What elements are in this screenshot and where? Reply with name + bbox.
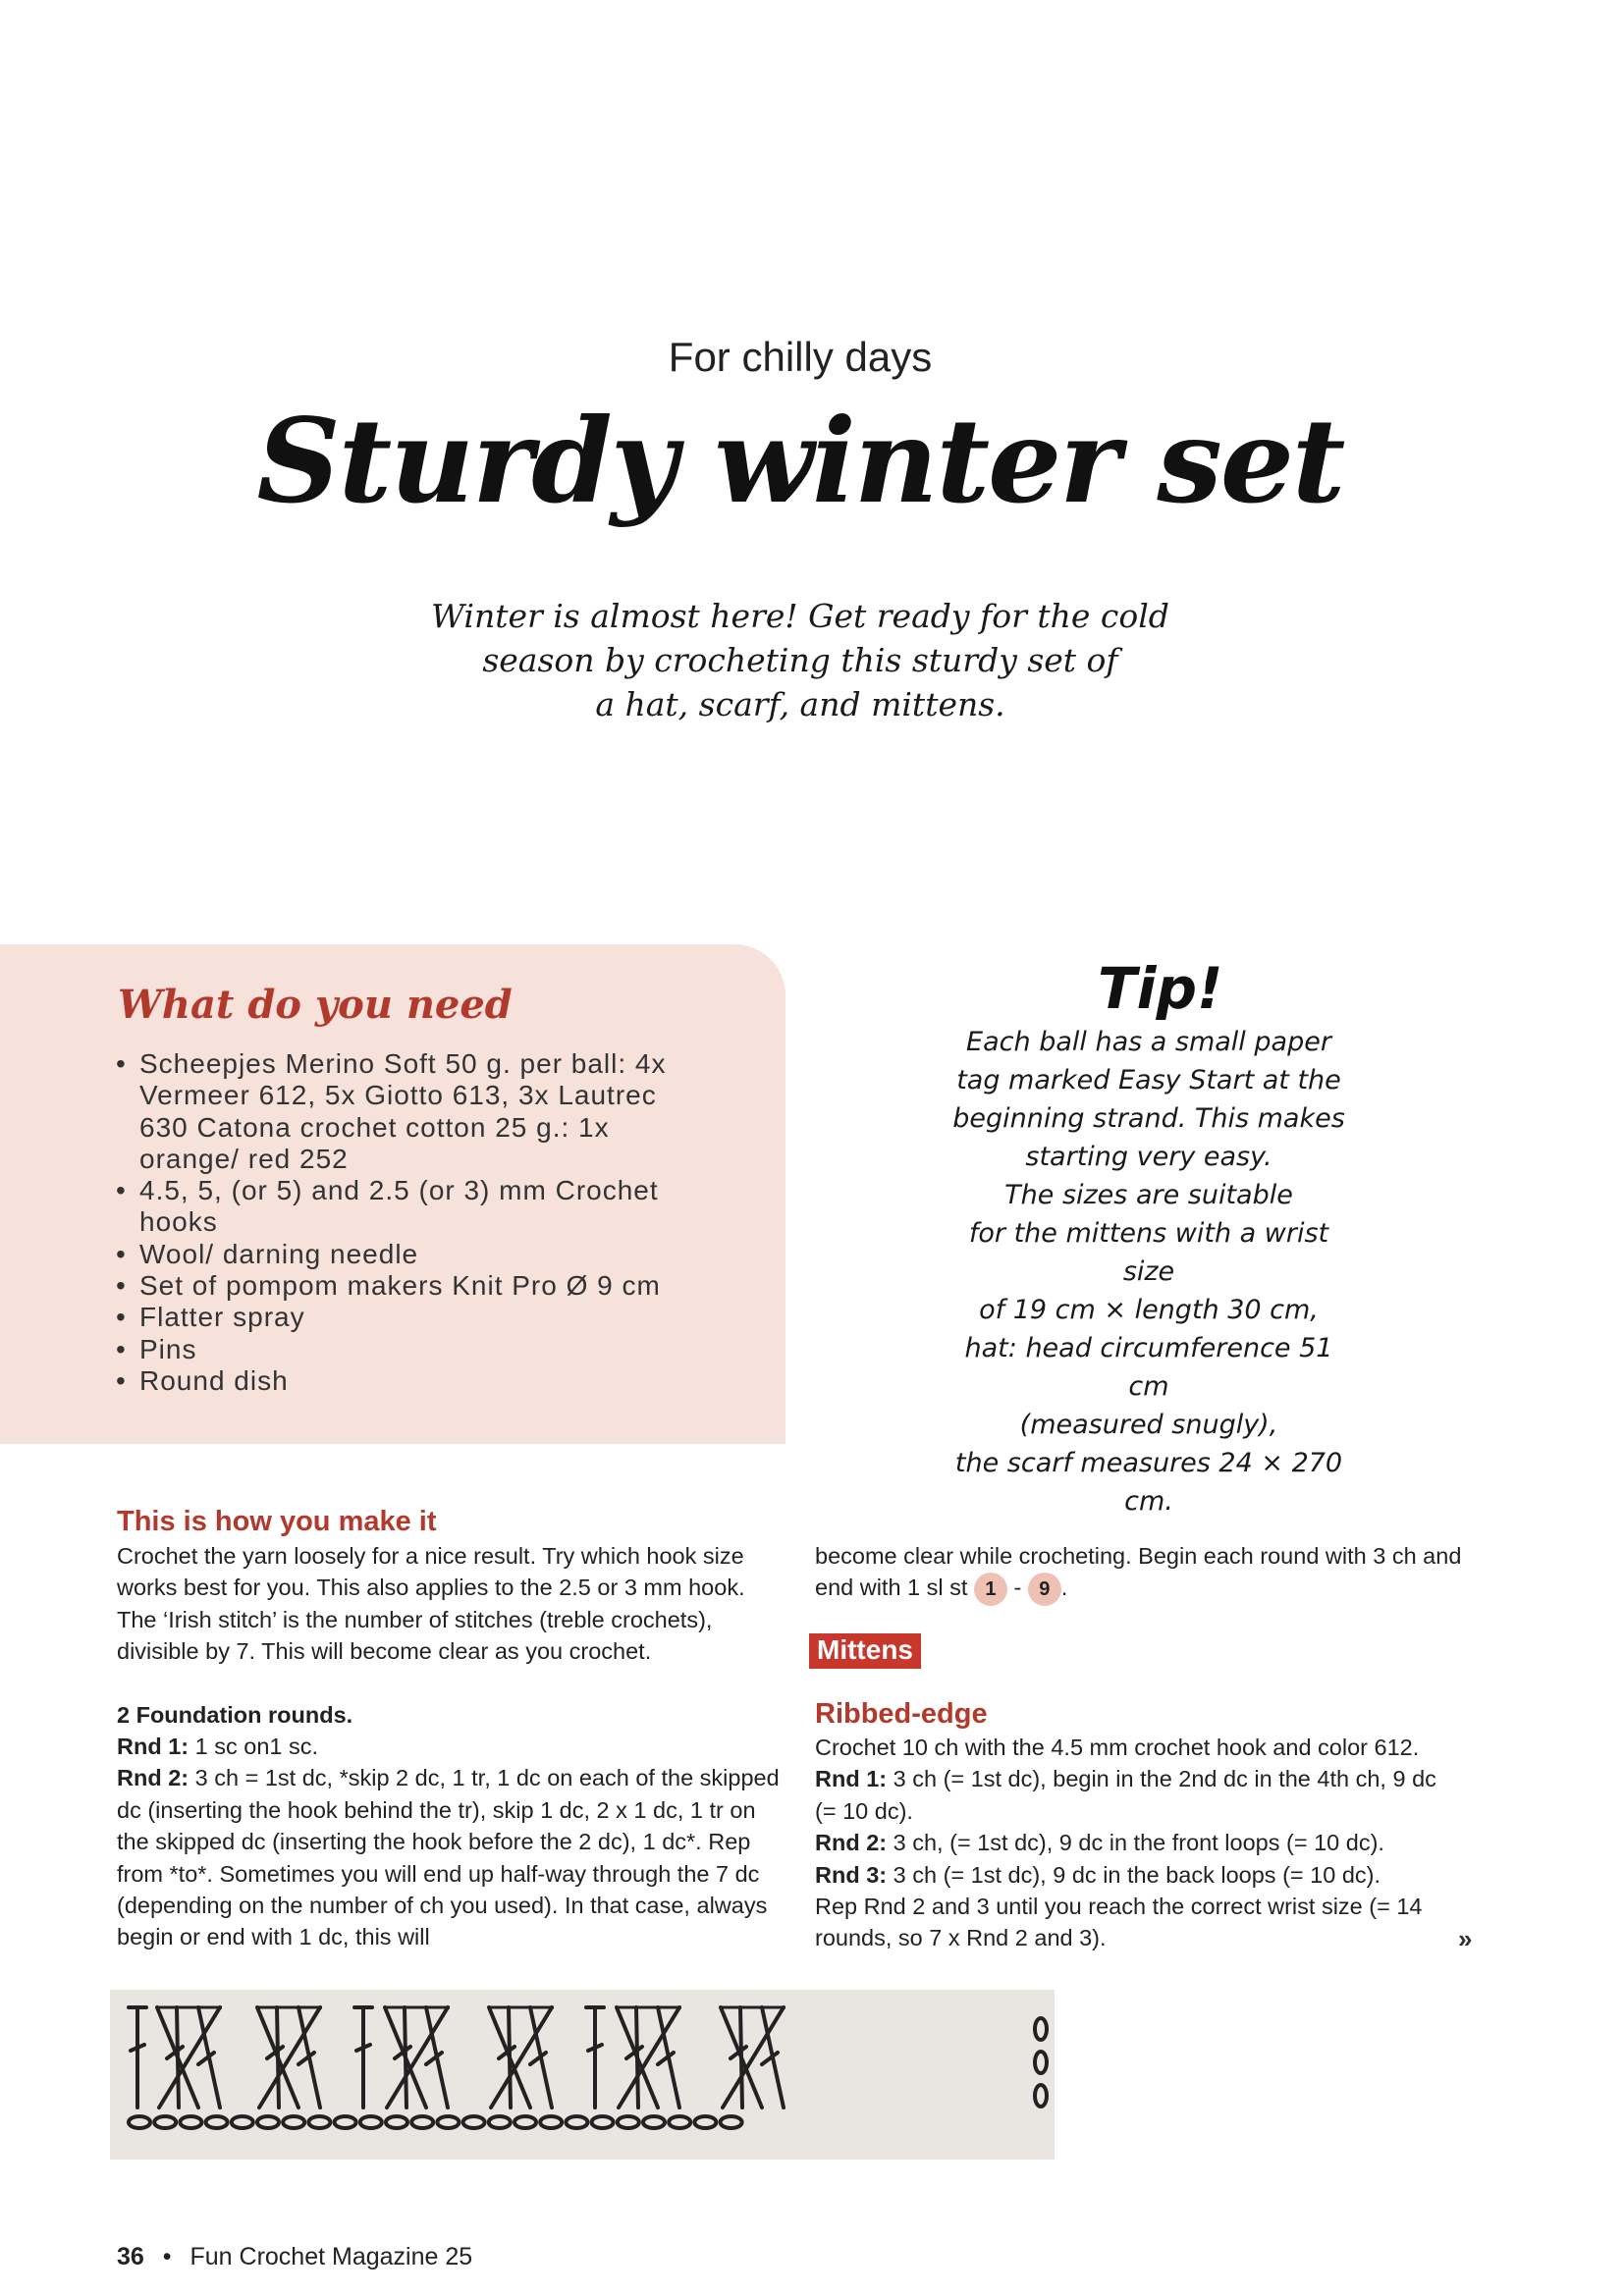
tip-line: beginning strand. This makes [952,1103,1345,1134]
chain-stitch-symbol [540,2116,562,2128]
continuation-text [815,1540,1483,1606]
tip-line: hat: head circumference 51 cm [964,1333,1333,1402]
chain-stitch-symbol [206,2116,228,2128]
materials-item: • Scheepjes Merino Soft 50 g. per ball: 4x Vermeer 612, 5x Giotto 613, 3x Lautrec 630 Catona crochet cotton 25 g.: 1x orange/ red 252 [116,1048,705,1175]
tip-line: tag marked Easy Start at the [956,1065,1341,1095]
tip-line: (measured snugly), [1019,1410,1278,1440]
step-badge-end: 9 [1028,1573,1061,1606]
howto-column-left [117,1540,785,1953]
intro-text [373,594,1227,726]
mittens-line: Crochet 10 ch with the 4.5 mm crochet hook and color 612. [815,1735,1420,1760]
chain-stitch-symbol [437,2116,459,2128]
stitch-chart-svg [110,1990,1055,2160]
chain-stitch-symbol [308,2116,330,2128]
mittens-rnd1-text: 3 ch (= 1st dc), begin in the 2nd dc in the 4th ch, 9 dc (= 10 dc). [815,1766,1436,1824]
period: . [1060,1575,1068,1601]
step-badge-start: 1 [974,1573,1007,1606]
mittens-rnd3 [815,1859,1453,1891]
rnd1-text: 1 sc on1 sc. [189,1734,319,1760]
mittens-rnd3-label: Rnd 3: [815,1861,888,1888]
mittens-instructions [815,1732,1453,1954]
continue-arrow-icon: » [1458,1924,1473,1953]
turning-chain-symbol [1035,2052,1047,2073]
page-footer [117,2243,472,2271]
rnd2-line [117,1762,785,1952]
chain-stitch-symbol [592,2116,614,2128]
chain-stitch-symbol [411,2116,433,2128]
tip-text [943,1023,1355,1521]
chain-stitch-symbol [463,2116,485,2128]
chain-stitch-symbol [489,2116,511,2128]
materials-item: • Round dish [116,1365,705,1397]
chain-stitch-symbol [721,2116,742,2128]
turning-chain-symbol [1035,2018,1047,2040]
tip-line: for the mittens with a wrist size [968,1218,1329,1287]
mittens-rnd2 [815,1827,1453,1858]
chain-stitch-symbol [669,2116,690,2128]
howto-column-right [815,1540,1483,1606]
rnd2-label: Rnd 2: [117,1765,189,1791]
chain-stitch-symbol [618,2116,639,2128]
howto-intro: Crochet the yarn loosely for a nice result. Try which hook size works best for you. This also applies to the 2.5 or 3 mm hook. The ‘Irish stitch’ is the number of stitches (treble crochets), divisible by 7. This will become clear as you crochet. [117,1543,745,1665]
tip-title: Tip! [1098,955,1223,1022]
materials-title: What do you need [118,982,513,1028]
chain-stitch-symbol [360,2116,382,2128]
chain-stitch-symbol [514,2116,536,2128]
rnd1-line [117,1731,785,1762]
chain-stitch-symbol [257,2116,279,2128]
materials-item: • Pins [116,1334,705,1365]
howto-heading: This is how you make it [117,1506,437,1537]
stitch-cross-bar [588,2045,602,2051]
mittens-rnd1 [815,1763,1453,1827]
ribbed-edge-heading: Ribbed-edge [815,1698,988,1730]
materials-item: • 4.5, 5, (or 5) and 2.5 (or 3) mm Crochet hooks [116,1175,705,1239]
tip-line: of 19 cm × length 30 cm, [979,1295,1319,1325]
materials-item: • Flatter spray [116,1302,705,1333]
materials-item: • Set of pompom makers Knit Pro Ø 9 cm [116,1270,705,1302]
stitch-cross-bar [356,2045,370,2051]
materials-list [116,1048,705,1397]
mittens-repeat: Rep Rnd 2 and 3 until you reach the correct wrist size (= 14 rounds, so 7 x Rnd 2 and 3). [815,1894,1423,1951]
turning-chain-symbol [1035,2085,1047,2107]
materials-item: • Wool/ darning needle [116,1239,705,1270]
intro-line: season by crocheting this sturdy set of [482,641,1118,679]
chain-stitch-symbol [694,2116,716,2128]
mittens-section-badge: Mittens [809,1633,921,1669]
intro-line: Winter is almost here! Get ready for the cold [431,597,1169,635]
chain-stitch-symbol [154,2116,176,2128]
tip-line: Each ball has a small paper [966,1027,1331,1057]
page-title: Sturdy winter set [256,393,1344,529]
dash: - [1006,1575,1028,1601]
tip-line: starting very easy. [1025,1142,1272,1172]
chain-stitch-symbol [283,2116,304,2128]
rnd2-text: 3 ch = 1st dc, *skip 2 dc, 1 tr, 1 dc on each of the skipped dc (inserting the hook behind the tr), skip 1 dc, 2 x 1 dc, 1 tr on the skipped dc (inserting the hook before the 2 dc), 1 dc*. Rep from *to*. Sometimes you will end up half-way through the 7 dc (depending on the number of ch you used). In that case, always begin or end with 1 dc, this will [117,1765,780,1950]
continuation-span: become clear while crocheting. Begin each round with 3 ch and end with 1 sl st [815,1543,1462,1601]
tip-line: the scarf measures 24 × 270 cm. [954,1448,1343,1517]
magazine-name: Fun Crochet Magazine 25 [189,2243,473,2270]
tip-line: The sizes are suitable [1004,1180,1293,1210]
mittens-rnd3-text: 3 ch (= 1st dc), 9 dc in the back loops (= 10 dc). [887,1861,1381,1888]
foundation-heading: 2 Foundation rounds. [117,1701,353,1728]
footer-bullet: • [162,2243,172,2270]
mittens-rnd2-text: 3 ch, (= 1st dc), 9 dc in the front loops (= 10 dc). [887,1830,1384,1856]
chain-stitch-symbol [643,2116,665,2128]
intro-line: a hat, scarf, and mittens. [595,685,1005,723]
mittens-rnd1-label: Rnd 1: [815,1766,888,1792]
kicker: For chilly days [668,334,933,380]
chain-stitch-symbol [335,2116,356,2128]
chain-stitch-symbol [129,2116,150,2128]
mittens-rnd2-label: Rnd 2: [815,1830,888,1856]
stitch-chart [110,1990,1055,2160]
chain-stitch-symbol [386,2116,407,2128]
chain-stitch-symbol [232,2116,253,2128]
chain-stitch-symbol [566,2116,587,2128]
page-number: 36 [117,2243,144,2270]
stitch-cross-bar [131,2045,144,2051]
chain-stitch-symbol [180,2116,201,2128]
rnd1-label: Rnd 1: [117,1734,189,1760]
